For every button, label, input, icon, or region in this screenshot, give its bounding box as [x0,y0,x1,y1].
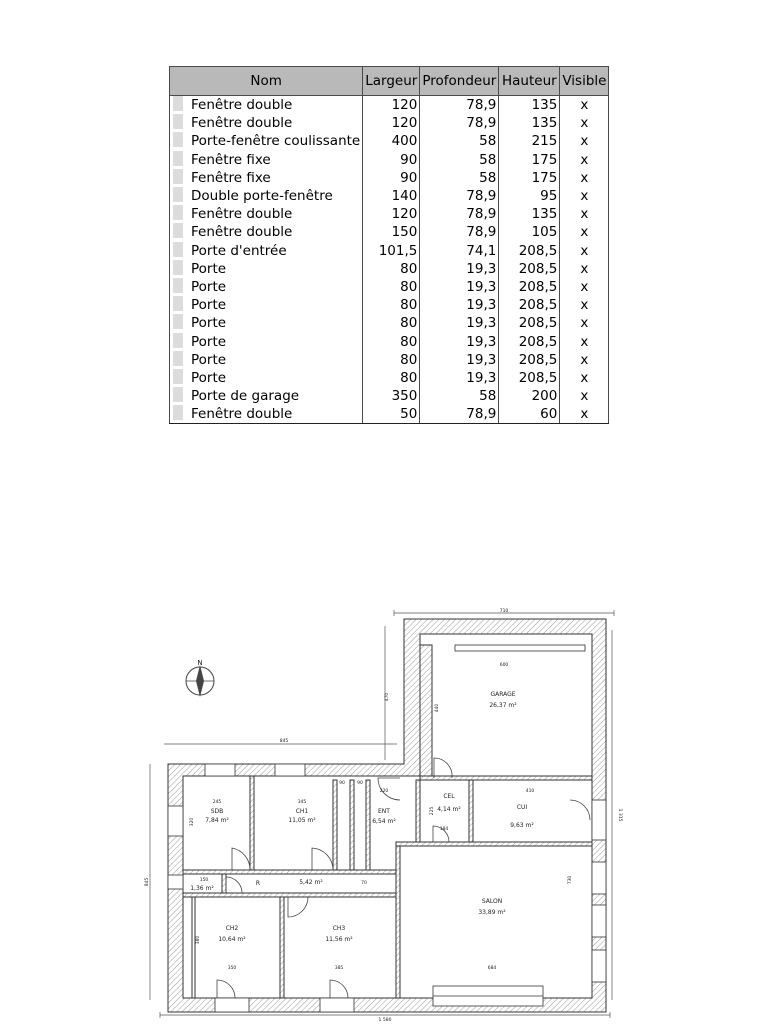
cell-largeur: 80 [363,314,420,332]
cell-visible: x [560,132,609,150]
cell-hauteur: 208,5 [499,369,560,387]
cell-visible: x [560,387,609,405]
cell-visible: x [560,260,609,278]
dim-70: 70 [361,881,367,886]
cell-visible: x [560,278,609,296]
cell-visible: x [560,96,609,115]
cui-area: 9,63 m² [510,822,534,829]
cell-nom-text: Fenêtre double [191,206,293,223]
cell-hauteur: 135 [499,205,560,223]
cell-largeur: 80 [363,332,420,350]
cell-nom-text: Porte [191,333,227,350]
cell-nom-text: Porte [191,260,227,277]
cell-visible: x [560,332,609,350]
marker-r: R [255,880,261,887]
dim-garage-inner: 600 [499,663,509,668]
cell-profondeur: 19,3 [420,351,499,369]
cell-nom-text: Porte [191,315,227,332]
cell-profondeur: 19,3 [420,296,499,314]
cell-largeur: 101,5 [363,242,420,260]
column-header-largeur[interactable]: Largeur [363,67,420,96]
cell-hauteur: 208,5 [499,260,560,278]
dim-ent-w: 220 [379,789,389,794]
cell-visible: x [560,369,609,387]
cui-name: CUI [516,804,528,811]
cell-largeur: 80 [363,296,420,314]
room-labels [190,691,534,943]
ent-name: ENT [378,808,390,815]
cell-hauteur: 135 [499,96,560,115]
dim-ch2-h: 380 [196,935,201,945]
cell-largeur: 150 [363,223,420,241]
cell-profondeur: 74,1 [420,242,499,260]
cell-nom-text: Fenêtre fixe [191,169,271,186]
cell-largeur: 90 [363,151,420,169]
ch3-name: CH3 [332,925,346,932]
cell-nom-text: Fenêtre fixe [191,151,271,168]
cell-hauteur: 175 [499,169,560,187]
cell-nom-text: Porte-fenêtre coulissante [191,133,361,150]
cell-profondeur: 78,9 [420,96,499,115]
cell-hauteur: 208,5 [499,278,560,296]
cell-profondeur: 19,3 [420,314,499,332]
ch2-name: CH2 [225,925,239,932]
dim-top-garage: 710 [499,609,509,614]
cel-area: 4,14 m² [437,806,461,813]
dim-left-top: 845 [279,739,289,744]
cell-profondeur: 78,9 [420,405,499,424]
sdb-name: SDB [210,808,224,815]
dim-left-total: 845 [145,877,150,887]
cell-visible: x [560,405,609,424]
cell-nom-text: Porte [191,278,227,295]
cell-nom-text: Porte [191,351,227,368]
ch3-area: 11,56 m² [325,936,353,943]
degagement-area: 5,42 m² [299,879,323,886]
cell-nom-text: Porte [191,297,227,314]
column-header-profondeur[interactable]: Profondeur [420,67,499,96]
cell-hauteur: 208,5 [499,314,560,332]
cell-profondeur: 19,3 [420,332,499,350]
cell-largeur: 120 [363,114,420,132]
column-header-hauteur[interactable]: Hauteur [499,67,560,96]
ch1-name: CH1 [295,808,309,815]
ch1-area: 11,05 m² [288,817,316,824]
cell-visible: x [560,205,609,223]
cell-visible: x [560,314,609,332]
cell-nom-text: Fenêtre double [191,115,293,132]
dim-garage-depth: 440 [435,703,440,713]
cell-hauteur: 135 [499,114,560,132]
cell-visible: x [560,223,609,241]
salon-name: SALON [481,898,503,905]
dim-ch3-w: 385 [334,966,344,971]
cell-visible: x [560,242,609,260]
dim-wc-w: 150 [199,878,209,883]
dim-garage-left: 470 [385,692,390,702]
cell-visible: x [560,151,609,169]
cell-profondeur: 58 [420,387,499,405]
cell-hauteur: 175 [499,151,560,169]
cell-hauteur: 200 [499,387,560,405]
cell-visible: x [560,187,609,205]
cell-hauteur: 208,5 [499,351,560,369]
cell-hauteur: 95 [499,187,560,205]
cell-largeur: 50 [363,405,420,424]
cell-nom-text: Fenêtre double [191,97,293,114]
sdb-area: 7,84 m² [205,817,229,824]
cell-profondeur: 78,9 [420,187,499,205]
ent-area: 6,54 m² [372,818,396,825]
cell-nom-text: Porte de garage [191,388,300,405]
cell-largeur: 80 [363,260,420,278]
cell-largeur: 80 [363,369,420,387]
cell-profondeur: 19,3 [420,260,499,278]
cell-profondeur: 78,9 [420,205,499,223]
compass-icon [186,659,214,697]
cell-profondeur: 19,3 [420,369,499,387]
cell-hauteur: 208,5 [499,332,560,350]
cell-profondeur: 19,3 [420,278,499,296]
column-header-nom[interactable]: Nom [170,67,363,96]
cell-hauteur: 60 [499,405,560,424]
dim-90b: 90 [357,781,363,786]
cell-profondeur: 78,9 [420,223,499,241]
cell-profondeur: 58 [420,169,499,187]
cell-visible: x [560,169,609,187]
cell-visible: x [560,296,609,314]
cell-hauteur: 208,5 [499,242,560,260]
cell-largeur: 120 [363,205,420,223]
dim-cel-h: 225 [430,806,435,816]
cell-visible: x [560,351,609,369]
cell-hauteur: 105 [499,223,560,241]
dim-sdb-h: 320 [190,817,195,827]
cell-nom-text: Porte [191,369,227,386]
dim-salon-w: 684 [487,966,497,971]
dim-cui-w: 410 [525,789,535,794]
cel-name: CEL [443,793,455,800]
cell-profondeur: 58 [420,132,499,150]
cell-largeur: 120 [363,96,420,115]
ch2-area: 10,64 m² [218,936,246,943]
cell-largeur: 80 [363,278,420,296]
cell-nom-text: Fenêtre double [191,406,293,423]
dim-ch2-w: 350 [227,966,237,971]
dim-90a: 90 [339,781,345,786]
dim-bottom-total: 1 580 [378,1018,392,1023]
dim-salon-h: 730 [568,875,573,885]
wc-area: 1,36 m² [190,885,214,892]
cell-largeur: 350 [363,387,420,405]
cell-nom-text: Fenêtre double [191,224,293,241]
cell-largeur: 80 [363,351,420,369]
cell-nom-text: Porte d'entrée [191,242,287,259]
garage-name: GARAGE [490,691,516,698]
dim-cel-w: 184 [439,827,449,832]
cell-largeur: 90 [363,169,420,187]
cell-hauteur: 208,5 [499,296,560,314]
outer-walls [168,619,606,1012]
dim-ch1-w: 345 [297,800,307,805]
garage-area: 26,37 m² [489,702,517,709]
cell-hauteur: 215 [499,132,560,150]
salon-area: 33,89 m² [478,909,506,916]
dimension-labels [144,608,623,1023]
cell-visible: x [560,114,609,132]
dim-sdb-w: 245 [212,800,222,805]
cell-largeur: 400 [363,132,420,150]
dim-right-total: 1 315 [617,808,622,822]
cell-nom-text: Double porte-fenêtre [191,188,333,205]
cell-largeur: 140 [363,187,420,205]
column-header-visible[interactable]: Visible [560,67,609,96]
cell-profondeur: 58 [420,151,499,169]
cell-profondeur: 78,9 [420,114,499,132]
compass-label: N [197,659,203,667]
